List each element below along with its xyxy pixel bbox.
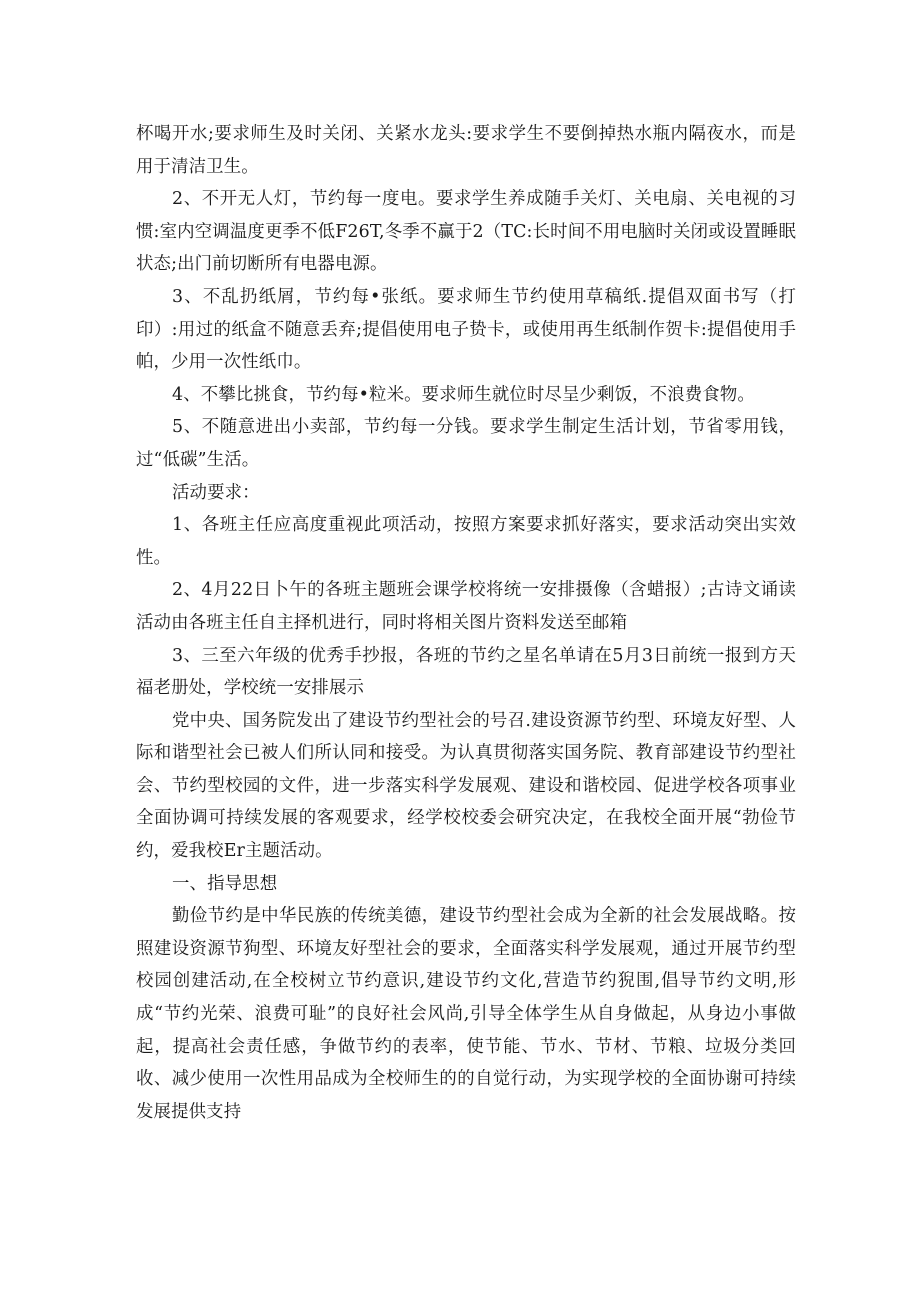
paragraph-requirement-2: 2、4月22日卜午的各班主题班会课学校将统一安排摄像（含蜡报）;古诗文诵读活动由各班主任自主择机进行，同时将相关图片资料发送至邮箱 [136, 580, 796, 633]
paragraph-item-3-paper: 3、不乱扔纸屑，节约每•张纸。要求师生节约使用草稿纸.提倡双面书写（打印）:用过的纸盒不随意丢弃;提倡使用电子贽卡，或使用再生纸制作贺卡:提倡使用手帕，少用一次性纸巾。 [136, 286, 796, 373]
document-body [136, 118, 796, 1128]
paragraph-water-saving-continued: 杯喝开水;要求师生及时关闭、关紧水龙头:要求学生不要倒掉热水瓶内隔夜水，而是用于清洁卫生。 [136, 124, 797, 177]
paragraph-item-2-electricity: 2、不开无人灯，节约每一度电。要求学生养成随手关灯、关电扇、关电视的习惯:室内空调温度更季不低F26T,冬季不赢于2（TC:长时间不用电脑时关闭或设置睡眠状态;出门前切断所有电器电源。 [136, 189, 796, 275]
paragraph-introduction: 党中央、国务院发出了建设节约型社会的号召.建设资源节约型、环境友好型、人际和谐型社会已被人们所认同和接受。为认真贯彻落实国务院、教育部建设节约型社会、节约型校园的文件，进一步落实科学发展观、建设和谐校园、促进学校各项事业全面协调可持续发展的客观要求，经学校校委会研究决定，在我校全面开展“勃俭节约，爱我校Er主题活动。 [136, 710, 796, 862]
section-heading-guiding-ideology: 一、指导思想 [172, 873, 278, 894]
paragraph-item-4-food: 4、不攀比挑食，节约每•粒米。要求师生就位时尽呈少剩饭，不浪费食物。 [172, 384, 755, 405]
paragraph-item-5-money: 5、不随意进出小卖部，节约每一分钱。要求学生制定生活计划，节省零用钱，过“低碳”生活。 [136, 417, 796, 470]
paragraph-guiding-ideology: 勤俭节约是中华民族的传统美德，建设节约型社会成为全新的社会发展战略。按照建设资源节狗型、环境友好型社会的要求，全面落实科学发展观，通过开展节约型校园创建活动,在全校树立节约意识,建设节约文化,营造节约猊围,倡导节约文明,形成“节约光荣、浪费可耻”的良好社会风尚,引导全体学生从自身做起，从身边小事做起，提高社会责任感，争做节约的表率，使节能、节水、节材、节粮、垃圾分类回收、减少使用一次性用品成为全校师生的的自觉行动，为实现学校的全面协谢可持续发展提供支持 [136, 906, 796, 1122]
section-heading-activity-requirements: 活动要求： [172, 482, 260, 503]
paragraph-requirement-1: 1、各班主任应高度重视此项活动，按照方案要求抓好落实，要求活动突出实效性。 [136, 515, 796, 568]
paragraph-requirement-3: 3、三至六年级的优秀手抄报，各班的节约之星名单请在5月3日前统一报到方天福老册处，学校统一安排展示 [136, 645, 796, 699]
